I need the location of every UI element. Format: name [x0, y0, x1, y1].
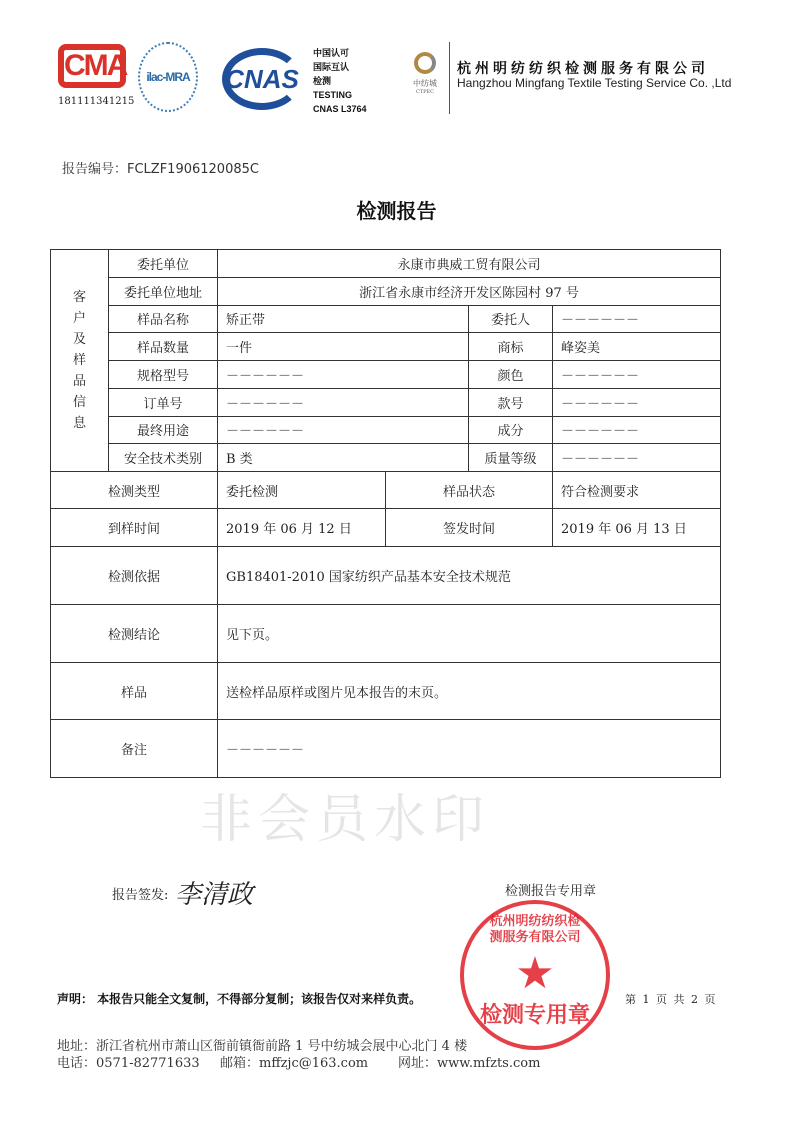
ilac-text: ilac-MRA: [146, 70, 190, 84]
field-label: 规格型号: [109, 361, 218, 389]
company-name-en: Hangzhou Mingfang Textile Testing Service Co. ,Ltd: [457, 76, 732, 90]
footer-address: 地址：浙江省杭州市萧山区衙前镇衙前路 1 号中纺城会展中心北门 4 楼: [57, 1039, 468, 1054]
field-value: －－－－－－: [553, 444, 721, 472]
section-label-text: 客户及样品信息: [72, 290, 86, 431]
field-value: B 类: [218, 444, 469, 472]
ctpec-logo: [408, 52, 442, 95]
field-label: 质量等级: [469, 444, 553, 472]
field-value: －－－－－－: [553, 416, 721, 444]
issue-value: 2019 年 06 月 13 日: [553, 509, 721, 547]
arrival-label: 到样时间: [51, 509, 218, 547]
address-label: 委托单位地址: [109, 277, 218, 305]
remark-label: 备注: [51, 720, 218, 778]
conclusion-label: 检测结论: [51, 605, 218, 663]
seal-company: 杭州明纺纺织检测服务有限公司: [489, 914, 581, 945]
field-label: 成分: [469, 416, 553, 444]
basis-value: GB18401-2010 国家纺织产品基本安全技术规范: [218, 547, 721, 605]
sample-value: 送检样品原样或图片见本报告的末页。: [218, 663, 721, 720]
sample-state-label: 样品状态: [386, 472, 553, 509]
client-sample-info-table: [50, 249, 721, 472]
cnas-text: CNAS: [225, 63, 299, 94]
field-label: 样品数量: [109, 333, 218, 361]
ctpec-icon: [414, 52, 436, 74]
section-label: [51, 250, 109, 472]
field-label: 样品名称: [109, 305, 218, 333]
company-name-cn: 杭州明纺纺织检测服务有限公司: [457, 61, 709, 77]
footer-tel: 电话：0571-82771633: [57, 1056, 200, 1071]
cnas-line: 检测: [313, 76, 332, 86]
basis-label: 检测依据: [51, 547, 218, 605]
signoff-label: 报告签发:: [112, 888, 169, 903]
seal-label: 检测报告专用章: [505, 884, 597, 899]
ctpec-name: 中纺城: [413, 79, 437, 88]
test-type-label: 检测类型: [51, 472, 218, 509]
address-value: 浙江省永康市经济开发区陈园村 97 号: [218, 277, 721, 305]
client-value: 永康市典威工贸有限公司: [218, 250, 721, 278]
field-value: －－－－－－: [218, 388, 469, 416]
field-label: 订单号: [109, 388, 218, 416]
official-seal: [460, 900, 610, 1050]
client-label: 委托单位: [109, 250, 218, 278]
sample-label: 样品: [51, 663, 218, 720]
ctpec-sub: CTPEC: [415, 89, 434, 95]
signature: 李清政: [175, 880, 254, 910]
test-type-value: 委托检测: [218, 472, 386, 509]
cnas-line: 中国认可: [313, 48, 350, 58]
seal-bottom-text: 检测专用章: [479, 1003, 590, 1028]
footer-website[interactable]: 网址：www.mfzts.com: [398, 1056, 541, 1071]
declaration: 声明： 本报告只能全文复制，不得部分复制；该报告仅对来样负责。: [57, 992, 422, 1006]
cma-logo: CMA: [58, 44, 126, 88]
field-value: 峰姿美: [553, 333, 721, 361]
field-label: 委托人: [469, 305, 553, 333]
field-value: －－－－－－: [218, 416, 469, 444]
field-value: －－－－－－: [218, 361, 469, 389]
cnas-line: TESTING: [313, 90, 353, 100]
star-icon: ★: [515, 948, 555, 999]
field-label: 安全技术类别: [109, 444, 218, 472]
page-title: 检测报告: [356, 199, 437, 223]
remark-value: －－－－－－: [218, 720, 721, 778]
cnas-line: CNAS L3764: [313, 104, 367, 114]
cnas-line: 国际互认: [313, 62, 350, 72]
report-number: 报告编号：FCLZF1906120085C: [62, 162, 259, 177]
field-label: 商标: [469, 333, 553, 361]
sample-state-value: 符合检测要求: [553, 472, 721, 509]
field-value: －－－－－－: [553, 361, 721, 389]
field-value: 一件: [218, 333, 469, 361]
test-info-table: [50, 471, 721, 778]
footer-email[interactable]: 邮箱：mffzjc@163.com: [220, 1056, 369, 1071]
arrival-value: 2019 年 06 月 12 日: [218, 509, 386, 547]
issue-label: 签发时间: [386, 509, 553, 547]
field-value: 矫正带: [218, 305, 469, 333]
cnas-logo: [222, 48, 302, 110]
field-value: －－－－－－: [553, 305, 721, 333]
field-label: 颜色: [469, 361, 553, 389]
page-number: 第 1 页 共 2 页: [625, 993, 716, 1006]
field-label: 款号: [469, 388, 553, 416]
watermark: 非会员水印: [200, 790, 491, 850]
ilac-mra-logo: [138, 42, 198, 112]
cnas-accreditation-text: [313, 46, 367, 116]
field-value: －－－－－－: [553, 388, 721, 416]
conclusion-value: 见下页。: [218, 605, 721, 663]
header-divider: [449, 42, 450, 114]
field-label: 最终用途: [109, 416, 218, 444]
cma-number: 181111341215: [58, 96, 135, 107]
